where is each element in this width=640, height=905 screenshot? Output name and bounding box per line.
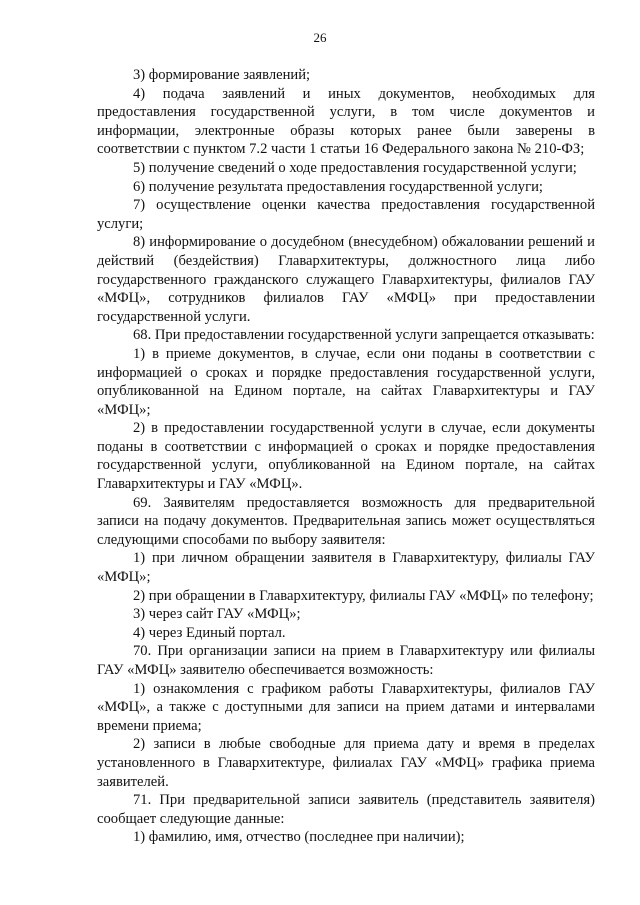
paragraph: 1) при личном обращении заявителя в Главархитектуру, филиалы ГАУ «МФЦ»; (97, 550, 595, 586)
paragraph: 70. При организации записи на прием в Главархитектуру или филиалы ГАУ «МФЦ» заявителю обеспечивается возможность: (97, 643, 595, 678)
paragraph: 71. При предварительной записи заявитель (представитель заявителя) сообщает следующие данные: (97, 792, 595, 827)
paragraph: 1) ознакомления с графиком работы Главархитектуры, филиалов ГАУ «МФЦ», а также с доступными для записи на прием датами и интервалами времени приема; (97, 680, 595, 734)
paragraph: 8) информирование о досудебном (внесудебном) обжаловании решений и действий (бездействия) Главархитектуры, должностного лица либо государственного гражданского служащего Главархитектуры, филиалов ГАУ «МФЦ», сотрудников филиалов ГАУ «МФЦ» при предоставлении государственной услуги. (97, 234, 595, 325)
paragraph: 3) через сайт ГАУ «МФЦ»; (133, 606, 301, 623)
paragraph: 69. Заявителям предоставляется возможность для предварительной записи на подачу документов. Предварительная запись может осуществляться следующими способами по выбору заявителя: (97, 494, 595, 548)
paragraph: 2) в предоставлении государственной услуги в случае, если документы поданы в соответствии с информацией о сроках и порядке предоставления государственной услуги, опубликованной на Едином портале, на сайтах Главархитектуры и ГАУ «МФЦ». (97, 420, 595, 493)
paragraph: 2) записи в любые свободные для приема дату и время в пределах установленного в Главархитектуре, филиалах ГАУ «МФЦ» графика приема заявителей. (97, 736, 595, 790)
paragraph: 1) в приеме документов, в случае, если они поданы в соответствии с информацией о сроках и порядке предоставления государственной услуги, опубликованной на Едином портале, на сайтах Главархитектуры и ГАУ «МФЦ»; (97, 345, 595, 418)
paragraph: 7) осуществление оценки качества предоставления государственной услуги; (97, 197, 595, 232)
paragraph: 4) подача заявлений и иных документов, необходимых для предоставления государственной услуги, в том числе документов и информации, электронные образы которых ранее были заверены в соответствии с пунктом 7.2 части 1 статьи 16 Федерального закона № 210-ФЗ; (97, 85, 595, 158)
paragraph: 5) получение сведений о ходе предоставления государственной услуги; (133, 159, 577, 176)
paragraph: 4) через Единый портал. (133, 624, 286, 641)
paragraph: 1) фамилию, имя, отчество (последнее при наличии); (133, 829, 465, 846)
page-number: 26 (313, 30, 327, 45)
paragraph: 6) получение результата предоставления государственной услуги; (133, 178, 543, 195)
paragraph: 3) формирование заявлений; (133, 67, 311, 83)
document-body (97, 66, 595, 847)
paragraph: 68. При предоставлении государственной услуги запрещается отказывать: (133, 327, 595, 344)
paragraph: 2) при обращении в Главархитектуру, филиалы ГАУ «МФЦ» по телефону; (133, 587, 594, 604)
